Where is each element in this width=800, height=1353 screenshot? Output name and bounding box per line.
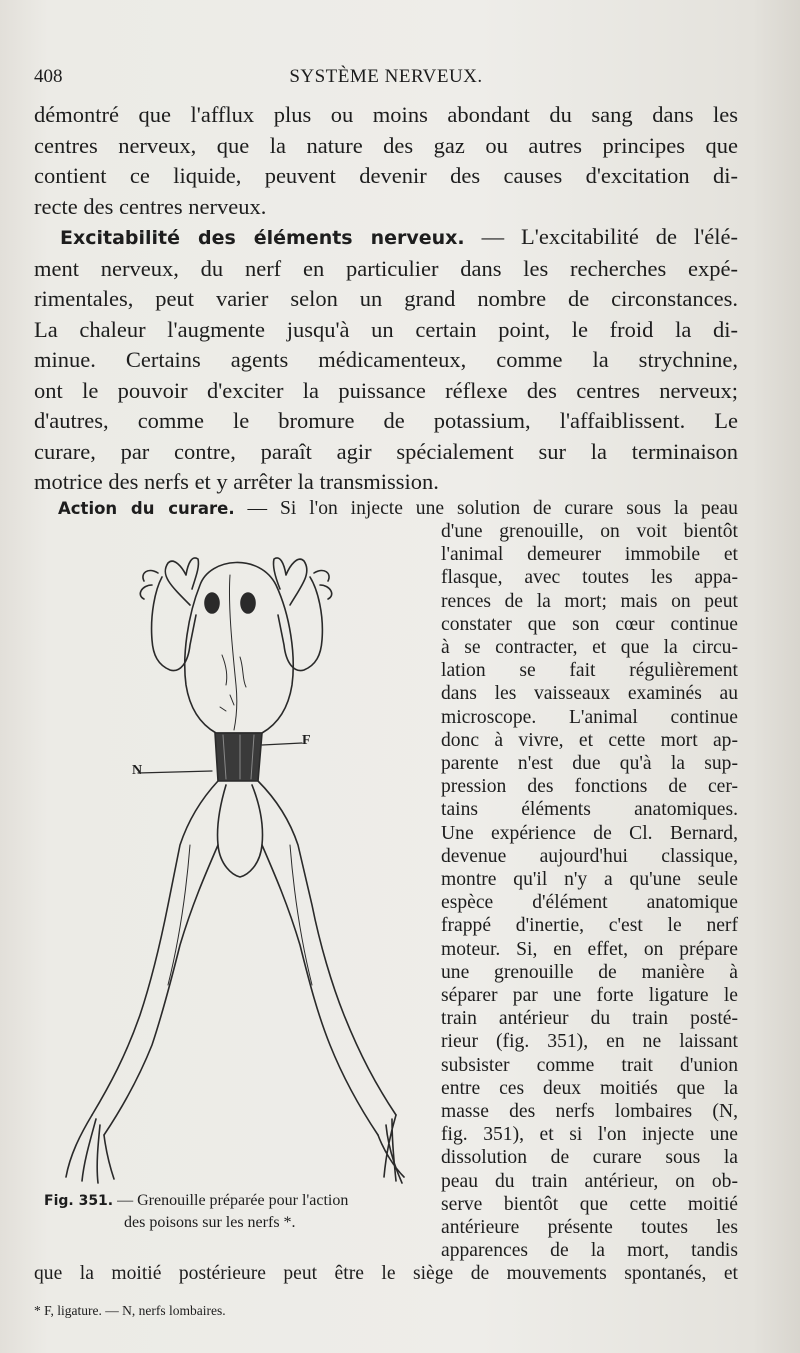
label-n: N bbox=[132, 763, 143, 778]
text-line: espèce d'élément anatomique bbox=[441, 892, 738, 914]
excitabilite-paragraph bbox=[34, 222, 738, 498]
text-line: d'autres, comme le bromure de potassium, l'affaiblissent. Le bbox=[34, 408, 738, 433]
page-header bbox=[34, 66, 738, 92]
caption-line: des poisons sur les nerfs *. bbox=[124, 1214, 296, 1231]
label-f: F bbox=[302, 733, 311, 748]
action-column bbox=[441, 520, 738, 1263]
figure-caption bbox=[44, 1190, 434, 1233]
text-line: antérieure présente toutes les bbox=[441, 1217, 738, 1239]
text-line: rences de la mort; mais on peut bbox=[441, 590, 738, 612]
section-heading-action: Action du curare. bbox=[58, 499, 235, 518]
text-line: motrice des nerfs et y arrêter la transmission. bbox=[34, 469, 439, 494]
text-line: donc à vivre, et cette mort ap- bbox=[441, 729, 738, 751]
text-line: tains éléments anatomiques. bbox=[441, 799, 738, 821]
text-line: subsister comme trait d'union bbox=[441, 1054, 738, 1076]
text-line: constater que son cœur continue bbox=[441, 613, 738, 635]
closing-line: que la moitié postérieure peut être le siège de mouvements spontanés, et bbox=[34, 1263, 738, 1284]
text-line: dans les vaisseaux examinés au bbox=[441, 683, 738, 705]
text-line: montre qu'il n'y a qu'une seule bbox=[441, 869, 738, 891]
text-line: entre ces deux moitiés que la bbox=[441, 1077, 738, 1099]
text-line: séparer par une forte ligature le bbox=[441, 985, 738, 1007]
text-line: apparences de la mort, tandis bbox=[441, 1240, 738, 1262]
text-line: contient ce liquide, peuvent devenir des causes d'excitation di- bbox=[34, 163, 738, 188]
text-line: frappé d'inertie, c'est le nerf bbox=[441, 915, 738, 937]
text-line: rimentales, peut varier selon un grand nombre de circonstances. bbox=[34, 286, 738, 311]
text-line: rieur (fig. 351), en ne laissant bbox=[441, 1031, 738, 1053]
text-line: peau du train antérieur, on ob- bbox=[441, 1170, 738, 1192]
text-line: fig. 351), et si l'on injecte une bbox=[441, 1124, 738, 1146]
frog-drawing bbox=[40, 545, 432, 1185]
text-line: ont le pouvoir d'exciter la puissance réflexe des centres nerveux; bbox=[34, 377, 738, 403]
intro-paragraph bbox=[34, 100, 738, 222]
text-line: recte des centres nerveux. bbox=[34, 193, 267, 219]
action-first-line bbox=[58, 497, 738, 520]
text-line: démontré que l'afflux plus ou moins abondant du sang dans les bbox=[34, 102, 738, 127]
text-line: serve bientôt que cette moitié bbox=[441, 1193, 738, 1215]
text-line: La chaleur l'augmente jusqu'à un certain point, le froid la di- bbox=[34, 316, 738, 342]
text-line: Action du curare. — Si l'on injecte une solution de curare sous la peau bbox=[58, 498, 738, 519]
text-line: flasque, avec toutes les appa- bbox=[441, 567, 738, 589]
text-line: moteur. Si, en effet, on prépare bbox=[441, 938, 738, 960]
text-line: curare, par contre, paraît agir spécialement sur la terminaison bbox=[34, 438, 738, 464]
text-line: dissolution de curare sous la bbox=[441, 1147, 738, 1169]
text-line: microscope. L'animal continue bbox=[441, 706, 738, 728]
text-line: train antérieur du train posté- bbox=[441, 1008, 738, 1030]
text-line: une grenouille de manière à bbox=[441, 961, 738, 983]
text-line: d'une grenouille, on voit bientôt bbox=[441, 521, 738, 542]
footnote: * F, ligature. — N, nerfs lombaires. bbox=[34, 1303, 226, 1318]
section-heading-excitabilite: Excitabilité des éléments nerveux. bbox=[60, 227, 465, 249]
text-line: pression des fonctions de cer- bbox=[441, 776, 738, 798]
page-number: 408 bbox=[34, 66, 63, 87]
running-title: SYSTÈME NERVEUX. bbox=[289, 66, 483, 87]
frog-illustration bbox=[40, 545, 432, 1185]
text-line: masse des nerfs lombaires (N, bbox=[441, 1101, 738, 1123]
caption-line: Fig. 351. — Grenouille préparée pour l'action bbox=[44, 1192, 349, 1209]
text-line: à se contracter, et que la circu- bbox=[441, 637, 738, 659]
figure-label: Fig. 351. bbox=[44, 1193, 114, 1209]
text-line: minue. Certains agents médicamenteux, comme la strychnine, bbox=[34, 347, 738, 372]
text-line: lation se fait régulièrement bbox=[441, 660, 738, 682]
text-line: Excitabilité des éléments nerveux. — L'excitabilité de l'élé- bbox=[60, 224, 738, 249]
text-line: centres nerveux, que la nature des gaz ou autres principes que bbox=[34, 132, 738, 158]
text-line: Une expérience de Cl. Bernard, bbox=[441, 822, 738, 844]
text-line: l'animal demeurer immobile et bbox=[441, 544, 738, 566]
text-line: parente n'est due qu'à la sup- bbox=[441, 753, 738, 775]
text-line: devenue aujourd'hui classique, bbox=[441, 845, 738, 867]
text-line: ment nerveux, du nerf en particulier dans les recherches expé- bbox=[34, 255, 738, 281]
